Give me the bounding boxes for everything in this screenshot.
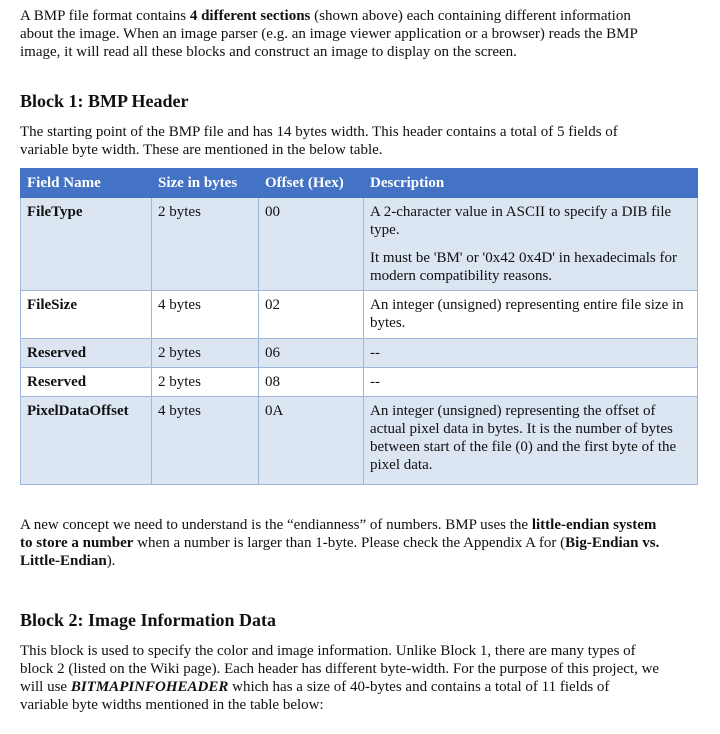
offset-cell: 06	[259, 339, 364, 368]
description-text: It must be 'BM' or '0x42 0x4D' in hexadecimals for modern compatibility reasons.	[370, 250, 678, 284]
block1-heading: Block 1: BMP Header	[20, 91, 189, 111]
size-cell: 2 bytes	[152, 339, 259, 368]
table-row	[21, 339, 698, 368]
intro-text-1: A BMP file format contains	[20, 8, 190, 24]
endian-bold-little-endian: little-endian system to store a number	[20, 517, 657, 551]
table-row	[21, 198, 698, 291]
offset-cell: 02	[259, 291, 364, 339]
header-field-name: Field Name	[21, 169, 152, 198]
description-cell	[364, 198, 698, 291]
size-cell: 4 bytes	[152, 397, 259, 485]
field-name-cell: FileType	[21, 198, 152, 291]
endian-text-3: ).	[106, 553, 116, 569]
field-name-cell: FileSize	[21, 291, 152, 339]
header-size: Size in bytes	[152, 169, 259, 198]
endian-bold-appendix-topic: Big-Endian vs. Little-Endian	[20, 535, 660, 569]
size-cell: 2 bytes	[152, 368, 259, 397]
endian-text-1: A new concept we need to understand is the “endianness” of numbers. BMP uses the	[20, 517, 532, 533]
endianness-paragraph	[20, 516, 660, 570]
field-name-cell: Reserved	[21, 368, 152, 397]
block2-text-1: This block is used to specify the color and image information. Unlike Block 1, there are many types of block 2 (listed on the Wiki page). Each header has different byte-width. For the purpose of this project, we will use	[20, 643, 660, 695]
offset-cell: 00	[259, 198, 364, 291]
intro-text-2: (shown above) each containing different information about the image. When an image parser (e.g. an image viewer application or a browser) reads the BMP image, it will read all these blocks and construct an image to display on the screen.	[20, 8, 638, 60]
size-cell: 4 bytes	[152, 291, 259, 339]
description-cell: An integer (unsigned) representing the offset of actual pixel data in bytes. It is the number of bytes between start of the file (0) and the first byte of the pixel data.	[364, 397, 698, 485]
header-description: Description	[364, 169, 698, 198]
block2-heading: Block 2: Image Information Data	[20, 610, 276, 630]
intro-paragraph	[20, 7, 660, 61]
description-text: A 2-character value in ASCII to specify a DIB file type.	[370, 204, 672, 238]
description-cell: --	[364, 339, 698, 368]
offset-cell: 0A	[259, 397, 364, 485]
table-row	[21, 397, 698, 485]
table-header-row	[21, 169, 698, 198]
block2-text-2: which has a size of 40-bytes and contains a total of 11 fields of variable byte widths mentioned in the table below:	[20, 679, 610, 713]
block2-bold-italic-header-name: BITMAPINFOHEADER	[70, 679, 229, 695]
bmp-header-table	[20, 168, 698, 485]
table-row	[21, 368, 698, 397]
endian-text-2: when a number is larger than 1-byte. Please check the Appendix A for (	[133, 535, 566, 551]
field-name-cell: Reserved	[21, 339, 152, 368]
table-row	[21, 291, 698, 339]
offset-cell: 08	[259, 368, 364, 397]
description-cell: An integer (unsigned) representing entire file size in bytes.	[364, 291, 698, 339]
header-offset: Offset (Hex)	[259, 169, 364, 198]
size-cell: 2 bytes	[152, 198, 259, 291]
block2-paragraph	[20, 642, 660, 714]
block1-paragraph: The starting point of the BMP file and has 14 bytes width. This header contains a total of 5 fields of variable byte width. These are mentioned in the below table.	[20, 124, 618, 158]
description-cell: --	[364, 368, 698, 397]
intro-bold-sections: 4 different sections	[189, 8, 311, 24]
field-name-cell: PixelDataOffset	[21, 397, 152, 485]
